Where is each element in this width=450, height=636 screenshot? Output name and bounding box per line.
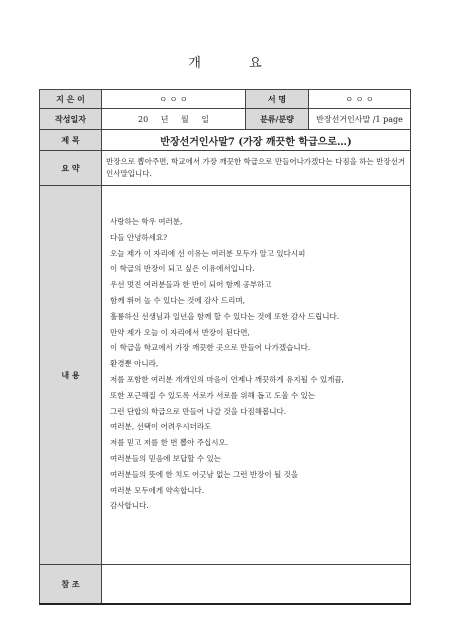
- date-label: 작성일자: [40, 109, 102, 130]
- content-line: 훌륭하신 선생님과 일년을 함께 할 수 있다는 것에 또한 감사 드립니다.: [110, 311, 340, 321]
- content-line: 이 학급을 학교에서 가장 깨끗한 곳으로 만들어 나가겠습니다.: [110, 343, 311, 353]
- content-line: 우선 멋진 여러분들과 한 반이 되어 함께 공부하고: [110, 280, 272, 290]
- signature-value: ㅇ ㅇ ㅇ: [309, 90, 411, 109]
- content-line: 여러분들의 믿음에 보답할 수 있는: [110, 453, 221, 463]
- content-label: 내 용: [40, 186, 102, 565]
- summary-value: 반장으로 뽑아주면, 학교에서 가장 깨끗한 학급으로 만들어나가겠다는 다짐을 하는 반장선거인사말입니다.: [102, 151, 411, 186]
- content-line: 여러분들의 뜻에 한 치도 어긋남 없는 그런 반장이 될 것을: [110, 469, 299, 479]
- reference-label: 참 조: [40, 565, 102, 605]
- content-line: 그런 단합의 학급으로 만들어 나갈 것을 다짐해봅니다.: [110, 406, 287, 416]
- content-line: 다들 안녕하세요?: [110, 232, 168, 242]
- content-line: 오늘 제가 이 자리에 선 이유는 여러분 모두가 알고 있다시피: [110, 248, 306, 258]
- content-line: 감사합니다.: [110, 501, 149, 511]
- author-value: ㅇ ㅇ ㅇ: [102, 90, 246, 109]
- overview-table: [39, 89, 411, 605]
- content-line: 만약 제가 오늘 이 자리에서 반장이 된다면,: [110, 327, 250, 337]
- content-line: 여러분 모두에게 약속합니다.: [110, 485, 205, 495]
- summary-label: 요 약: [40, 151, 102, 186]
- content-line: 이 학급의 반장이 되고 싶은 이유에서입니다.: [110, 264, 255, 274]
- date-value: 20 년 월 일: [102, 109, 246, 130]
- category-value: 반장선거인사말 /1 page: [309, 109, 411, 130]
- content-line: 저를 포함한 여러분 개개인의 마음이 언제나 깨끗하게 유지될 수 있게끔,: [110, 374, 344, 384]
- author-row: [40, 90, 411, 109]
- category-label: 분류/분량: [246, 109, 309, 130]
- page-title: 개 요: [188, 56, 284, 71]
- subject-label: 제 목: [40, 130, 102, 151]
- content-line: 또한 포근해질 수 있도록 서로가 서로를 위해 돕고 도울 수 있는: [110, 390, 315, 400]
- summary-row: [40, 151, 411, 186]
- content-line: 사랑하는 학우 여러분,: [110, 217, 183, 226]
- content-line: 저를 믿고 저를 한 번 뽑아 주십시오.: [110, 438, 229, 448]
- signature-label: 서 명: [246, 90, 309, 109]
- reference-value: [102, 565, 411, 605]
- subject-row: [40, 130, 411, 151]
- content-line: 여러분, 선택이 어려우시더라도: [110, 422, 212, 432]
- author-label: 지 은 이: [40, 90, 102, 109]
- date-row: [40, 109, 411, 130]
- subject-value: 반장선거인사말7 (가장 깨끗한 학급으로…): [102, 130, 411, 151]
- reference-row: [40, 565, 411, 605]
- content-line: 환경뿐 아니라,: [110, 359, 159, 369]
- content-line: 함께 뛰어 놀 수 있다는 것에 감사 드리며,: [110, 295, 245, 305]
- content-body: [102, 186, 411, 565]
- content-row: [40, 186, 411, 565]
